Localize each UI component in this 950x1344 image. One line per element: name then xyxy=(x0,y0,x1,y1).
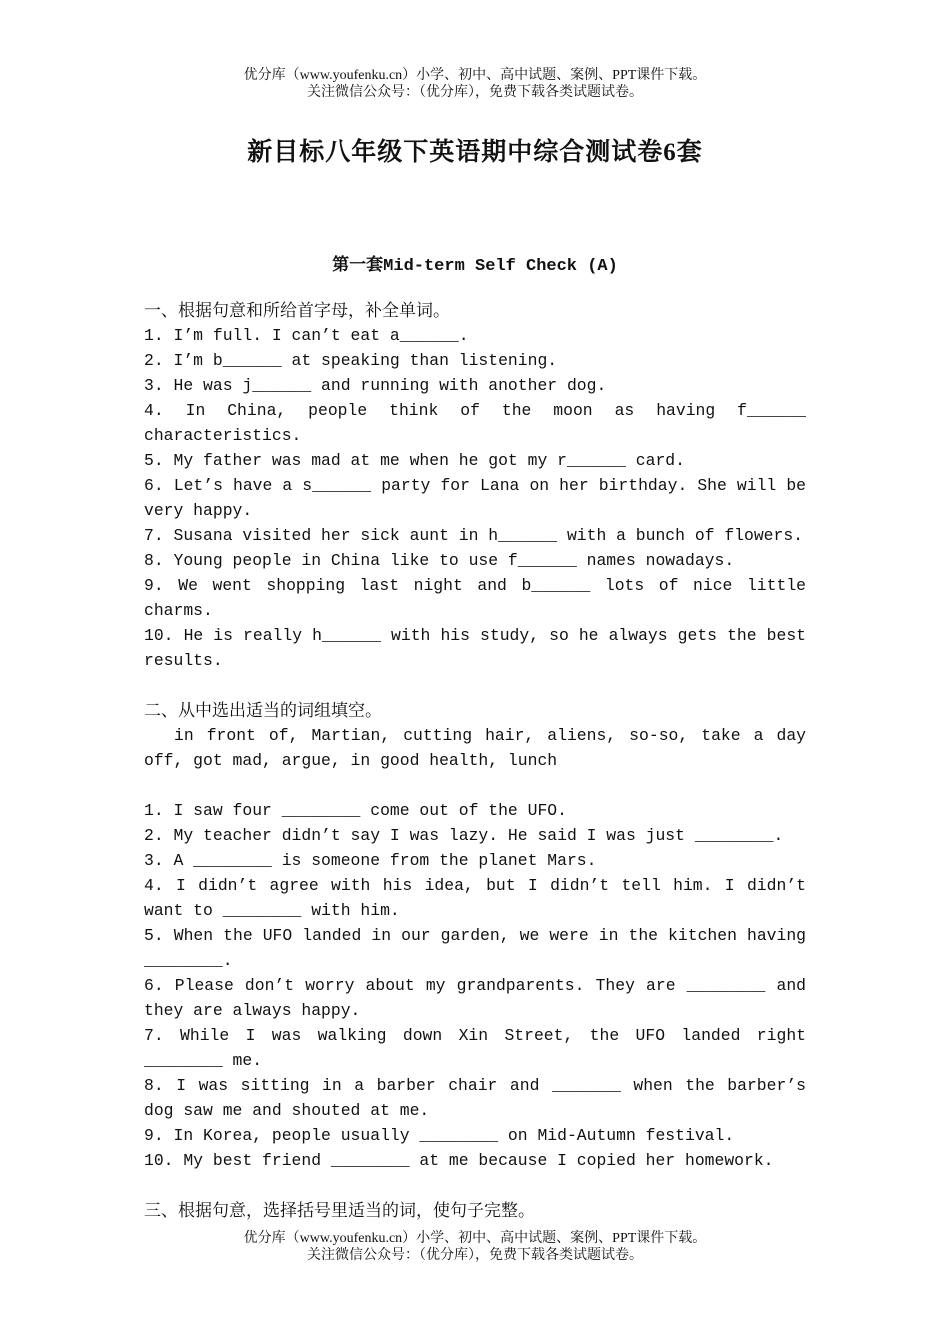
s2-question-8: 8. I was sitting in a barber chair and _______ when the barber’s dog saw me and shouted at me. xyxy=(144,1076,806,1120)
set-title: 第一套Mid-term Self Check (A) xyxy=(332,257,618,276)
footer-line-1: 优分库（www.youfenku.cn）小学、初中、高中试题、案例、PPT课件下载。 xyxy=(243,1231,707,1246)
header-line-1: 优分库（www.youfenku.cn）小学、初中、高中试题、案例、PPT课件下载。 xyxy=(243,68,707,83)
s1-question-2: 2. I’m b______ at speaking than listening. xyxy=(144,351,558,370)
spacer xyxy=(144,773,806,798)
footer-line-2: 关注微信公众号：（优分库），免费下载各类试题试卷。 xyxy=(307,1248,643,1263)
s2-question-4: 4. I didn’t agree with his idea, but I didn’t tell him. I didn’t want to ________ with him. xyxy=(144,876,806,920)
s2-question-9: 9. In Korea, people usually ________ on Mid-Autumn festival. xyxy=(144,1126,735,1145)
page-header xyxy=(0,67,950,101)
s2-question-6: 6. Please don’t worry about my grandparents. They are ________ and they are always happy. xyxy=(144,976,806,1020)
exam-content xyxy=(144,298,806,1223)
s2-question-5: 5. When the UFO landed in our garden, we were in the kitchen having ________. xyxy=(144,926,806,970)
s2-question-10: 10. My best friend ________ at me because I copied her homework. xyxy=(144,1151,774,1170)
document-title: 新目标八年级下英语期中综合测试卷6套 xyxy=(247,139,703,166)
s1-question-7: 7. Susana visited her sick aunt in h______ with a bunch of flowers. xyxy=(144,526,804,545)
s1-question-4: 4. In China, people think of the moon as having f______ characteristics. xyxy=(144,401,806,445)
page-footer xyxy=(0,1230,950,1264)
s2-question-3: 3. A ________ is someone from the planet Mars. xyxy=(144,851,597,870)
s1-question-8: 8. Young people in China like to use f______ names nowadays. xyxy=(144,551,735,570)
section-1-title: 一、根据句意和所给首字母，补全单词。 xyxy=(144,301,450,320)
s1-question-9: 9. We went shopping last night and b______ lots of nice little charms. xyxy=(144,576,806,620)
s1-question-5: 5. My father was mad at me when he got my r______ card. xyxy=(144,451,685,470)
spacer xyxy=(144,673,806,698)
word-bank: in front of, Martian, cutting hair, aliens, so-so, take a day off, got mad, argue, in good health, lunch xyxy=(144,726,806,770)
s1-question-6: 6. Let’s have a s______ party for Lana on her birthday. She will be very happy. xyxy=(144,476,806,520)
section-3-title: 三、根据句意，选择括号里适当的词，使句子完整。 xyxy=(144,1201,535,1220)
s2-question-1: 1. I saw four ________ come out of the UFO. xyxy=(144,801,567,820)
s1-question-1: 1. I’m full. I can’t eat a______. xyxy=(144,326,469,345)
s2-question-2: 2. My teacher didn’t say I was lazy. He said I was just ________. xyxy=(144,826,784,845)
s1-question-3: 3. He was j______ and running with another dog. xyxy=(144,376,607,395)
s1-question-10: 10. He is really h______ with his study, so he always gets the best results. xyxy=(144,626,806,670)
header-line-2: 关注微信公众号：（优分库），免费下载各类试题试卷。 xyxy=(307,85,643,100)
section-2-title: 二、从中选出适当的词组填空。 xyxy=(144,701,382,720)
spacer xyxy=(144,1173,806,1198)
s2-question-7: 7. While I was walking down Xin Street, the UFO landed right ________ me. xyxy=(144,1026,806,1070)
